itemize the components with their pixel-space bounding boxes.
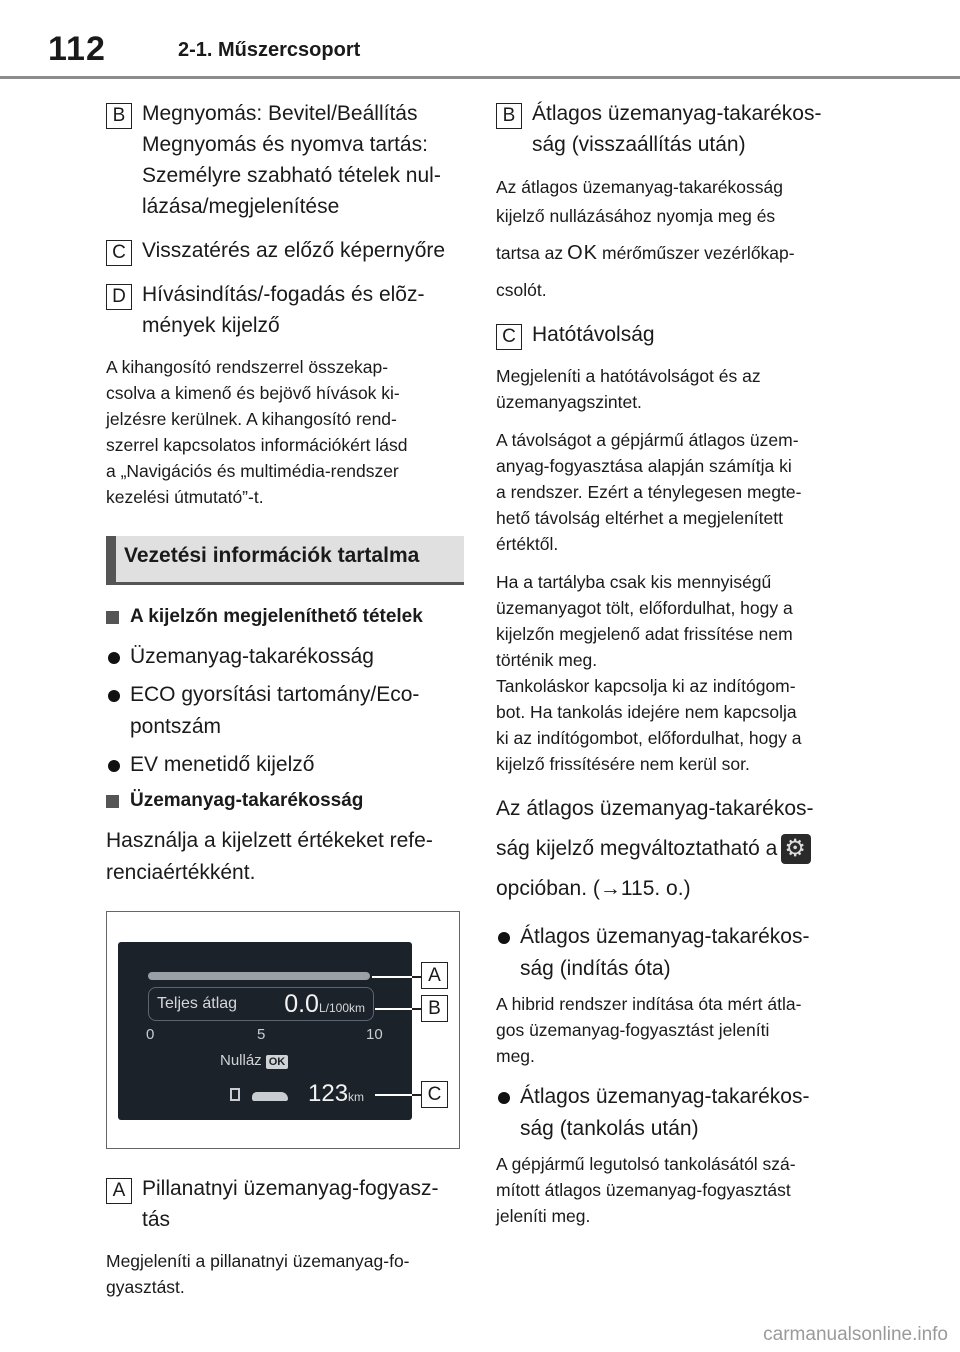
item-d-description [106, 354, 464, 510]
gear-icon [781, 834, 811, 864]
item-b-line: Átlagos üzemanyag-takarékos- [532, 102, 822, 125]
subheading-text: Üzemanyag-takarékosság [130, 790, 364, 811]
desc-line: ki az indítógombot, előfordulhat, hogy a [496, 728, 802, 748]
desc-line: A kihangosító rendszerrel összekap- [106, 357, 389, 377]
body-line: Használja a kijelzett értékeket refe- [106, 829, 433, 852]
section-title: 2-1. Műszercsoport [178, 39, 361, 61]
bullet-item [496, 921, 850, 985]
desc-line: kijelző nullázásához nyomja meg és [496, 206, 776, 226]
desc-line: történik meg. [496, 650, 598, 670]
desc-line: gyasztást. [106, 1277, 185, 1297]
desc-line: üzemanyagszintet. [496, 392, 642, 412]
c-description-3 [496, 569, 850, 777]
tag-b: B [496, 103, 522, 129]
item-c-text: Hatótávolság [532, 323, 655, 346]
desc-line: mított átlagos üzemanyag-fogyasztást [496, 1180, 791, 1200]
tag-c: C [496, 324, 522, 350]
bullet-dot-icon [108, 690, 120, 702]
bullet-item [496, 1081, 850, 1145]
desc-line: kezelési útmutató”-t. [106, 487, 264, 507]
item-a-left [106, 1173, 464, 1235]
tag-d: D [106, 284, 132, 310]
header-rule [0, 76, 960, 79]
average-label: Teljes átlag [157, 995, 238, 1012]
body-text: ság kijelző megváltoztatható a [496, 837, 778, 860]
item-d-left [106, 279, 464, 341]
desc-line: anyag-fogyasztása alapján számítja ki [496, 456, 792, 476]
body-line: renciaértékként. [106, 861, 256, 884]
bullet-text: ság (indítás óta) [520, 957, 671, 980]
tag-c: C [106, 240, 132, 266]
square-bullet-icon [106, 611, 119, 624]
box-heading-text: Vezetési információk tartalma [124, 544, 420, 567]
display-figure [106, 911, 460, 1149]
bullet-text: pontszám [130, 715, 222, 738]
fuel-pump-icon [230, 1088, 240, 1101]
page-header [0, 0, 960, 78]
desc-line: csolót. [496, 280, 547, 300]
scale-tick: 5 [257, 1026, 266, 1043]
body-line: opcióban. (→115. o.) [496, 877, 691, 900]
item-c-right [496, 319, 850, 350]
bullet-description [496, 1151, 850, 1229]
desc-line: hető távolság eltérhet a megjelenített [496, 508, 783, 528]
item-c-text: Visszatérés az előző képernyőre [142, 239, 446, 262]
tag-a: A [106, 1178, 132, 1204]
right-column [496, 98, 850, 1241]
body-line: Az átlagos üzemanyag-takarékos- [496, 797, 814, 820]
car-icon [252, 1092, 288, 1101]
callout-tag-c: C [421, 1081, 448, 1108]
bullet-dot-icon [498, 1092, 510, 1104]
item-c-left [106, 235, 464, 266]
item-d-line: mények kijelző [142, 314, 280, 337]
bullet-item [106, 641, 464, 673]
bullet-text: Üzemanyag-takarékosság [130, 645, 374, 668]
tag-b: B [106, 103, 132, 129]
item-a-line: Pillanatnyi üzemanyag-fogyasz- [142, 1177, 439, 1200]
desc-text: mérőműszer vezérlőkap- [602, 243, 795, 263]
c-description-2 [496, 427, 850, 557]
desc-line: Ha a tartályba csak kis mennyiségű [496, 572, 772, 592]
callout-tag-a: A [421, 962, 448, 989]
subheading-displayable-items [106, 603, 464, 631]
instrument-screen [118, 942, 412, 1120]
desc-line: Megjeleníti a hatótávolságot és az [496, 366, 761, 386]
range-unit: km [348, 1090, 365, 1104]
item-b-line: lázása/megjelenítése [142, 195, 340, 218]
desc-line: értéktől. [496, 534, 559, 554]
range-value [308, 1080, 364, 1108]
callout-line-a-ext [412, 976, 421, 978]
reset-label [220, 1052, 288, 1069]
bullet-text: ECO gyorsítási tartomány/Eco- [130, 683, 420, 706]
item-b-line: Személyre szabható tételek nul- [142, 164, 441, 187]
desc-line: a rendszer. Ezért a ténylegesen megte- [496, 482, 802, 502]
instant-consumption-bar [148, 972, 370, 980]
callout-tag-b: B [421, 995, 448, 1022]
item-a-line: tás [142, 1208, 171, 1231]
left-column [106, 98, 464, 1312]
square-bullet-icon [106, 795, 119, 808]
bullet-text: Átlagos üzemanyag-takarékos- [520, 925, 810, 948]
page-number: 112 [48, 30, 106, 68]
ok-badge: OK [266, 1055, 289, 1069]
desc-line: gos üzemanyag-fogyasztást jeleníti [496, 1020, 770, 1040]
desc-line: szerrel kapcsolatos információkért lásd [106, 435, 408, 455]
desc-line: A hibrid rendszer indítása óta mért átla- [496, 994, 802, 1014]
desc-line: csolva a kimenő és bejövő hívások ki- [106, 383, 400, 403]
item-b-line: Megnyomás: Bevitel/Beállítás [142, 102, 418, 125]
desc-line: Az átlagos üzemanyag-takarékosság [496, 177, 783, 197]
bullet-text: Átlagos üzemanyag-takarékos- [520, 1085, 810, 1108]
average-number: 0.0 [284, 990, 319, 1018]
change-display-text [496, 789, 850, 909]
box-heading [106, 536, 464, 585]
desc-line: bot. Ha tankolás idejére nem kapcsolja [496, 702, 797, 722]
average-unit: L/100km [318, 1001, 365, 1015]
reset-text: Nulláz [220, 1052, 262, 1069]
item-a-description [106, 1248, 464, 1300]
c-description-1 [496, 363, 850, 415]
body-line-with-gear [496, 829, 850, 869]
desc-line: A gépjármű legutolsó tankolásától szá- [496, 1154, 796, 1174]
desc-line: Tankoláskor kapcsolja ki az indítógom- [496, 676, 796, 696]
desc-line-with-ok [496, 239, 850, 268]
range-number: 123 [308, 1080, 349, 1107]
bullet-dot-icon [108, 760, 120, 772]
gear-glyph: ⚙ [784, 835, 806, 863]
average-value [284, 990, 365, 1019]
callout-line-c-ext [412, 1094, 421, 1096]
desc-line: kijelző frissítésére nem kerül sor. [496, 754, 750, 774]
desc-line: a „Navigációs és multimédia-rendszer [106, 461, 399, 481]
desc-line: A távolságot a gépjármű átlagos üzem- [496, 430, 799, 450]
bullet-dot-icon [498, 932, 510, 944]
item-d-line: Hívásindítás/-fogadás és elõz- [142, 283, 425, 306]
bullet-item [106, 749, 464, 781]
item-b-description [496, 173, 850, 305]
average-box [148, 987, 374, 1021]
desc-line: jelzésre kerülnek. A kihangosító rend- [106, 409, 397, 429]
scale-tick: 10 [366, 1026, 383, 1043]
bullet-item [106, 679, 464, 743]
use-values-text [106, 825, 464, 889]
bullet-text: ság (tankolás után) [520, 1117, 699, 1140]
bullet-description [496, 991, 850, 1069]
desc-line: üzemanyagot tölt, előfordulhat, hogy a [496, 598, 793, 618]
bullet-dot-icon [108, 652, 120, 664]
item-b-line: ság (visszaállítás után) [532, 133, 746, 156]
watermark: carmanualsonline.info [763, 1324, 948, 1345]
desc-text: tartsa az [496, 243, 564, 263]
subheading-text: A kijelzőn megjeleníthető tételek [130, 606, 423, 627]
ok-button-glyph: OK [567, 242, 599, 264]
desc-line: jeleníti meg. [496, 1206, 591, 1226]
scale-tick: 0 [146, 1026, 155, 1043]
callout-line-b-ext [412, 1008, 421, 1010]
item-b-line: Megnyomás és nyomva tartás: [142, 133, 428, 156]
bullet-text: EV menetidő kijelző [130, 753, 315, 776]
desc-line: meg. [496, 1046, 535, 1066]
item-b-left [106, 98, 464, 222]
desc-line: Megjeleníti a pillanatnyi üzemanyag-fo- [106, 1251, 410, 1271]
desc-line: kijelzőn megjelenő adat frissítése nem [496, 624, 793, 644]
subheading-fuel-economy [106, 787, 464, 815]
item-b-right [496, 98, 850, 160]
